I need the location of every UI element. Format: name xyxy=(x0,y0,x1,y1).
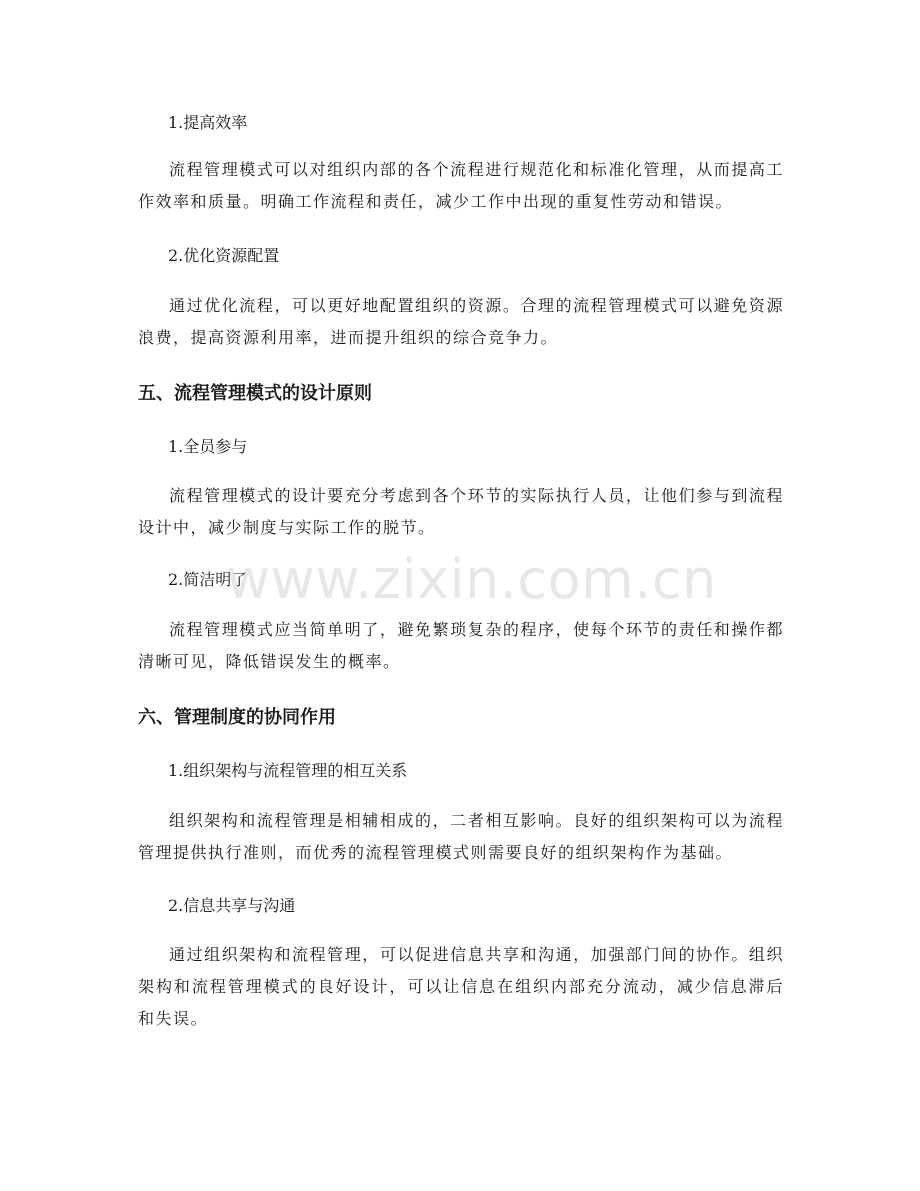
item-title-improve-efficiency: 1.提高效率 xyxy=(168,113,248,132)
paragraph-full-participation: 流程管理模式的设计要充分考虑到各个环节的实际执行人员，让他们参与到流程设计中，减少制度与实际工作的脱节。 xyxy=(138,486,784,537)
paragraph-simple-clear: 流程管理模式应当简单明了，避免繁琐复杂的程序，使每个环节的责任和操作都清晰可见，降低错误发生的概率。 xyxy=(138,620,784,671)
watermark-text: www.zixin.com.cn xyxy=(226,548,717,611)
item-title-simple-clear: 2.简洁明了 xyxy=(168,570,248,589)
item-title-optimize-resources: 2.优化资源配置 xyxy=(168,246,280,265)
item-title-full-participation: 1.全员参与 xyxy=(168,437,248,456)
paragraph-info-sharing: 通过组织架构和流程管理，可以促进信息共享和沟通，加强部门间的协作。组织架构和流程管理模式的良好设计，可以让信息在组织内部充分流动，减少信息滞后和失误。 xyxy=(138,945,784,1028)
section-heading-design-principles: 五、流程管理模式的设计原则 xyxy=(138,383,372,404)
item-title-info-sharing: 2.信息共享与沟通 xyxy=(168,896,296,915)
paragraph-structure-process: 组织架构和流程管理是相辅相成的，二者相互影响。良好的组织架构可以为流程管理提供执行准则，而优秀的流程管理模式则需要良好的组织架构作为基础。 xyxy=(138,811,784,862)
item-title-structure-process: 1.组织架构与流程管理的相互关系 xyxy=(168,761,408,780)
paragraph-improve-efficiency: 流程管理模式可以对组织内部的各个流程进行规范化和标准化管理，从而提高工作效率和质量。明确工作流程和责任，减少工作中出现的重复性劳动和错误。 xyxy=(138,160,784,211)
section-heading-synergy: 六、管理制度的协同作用 xyxy=(138,707,336,728)
paragraph-optimize-resources: 通过优化流程，可以更好地配置组织的资源。合理的流程管理模式可以避免资源浪费，提高资源利用率，进而提升组织的综合竞争力。 xyxy=(138,296,784,347)
